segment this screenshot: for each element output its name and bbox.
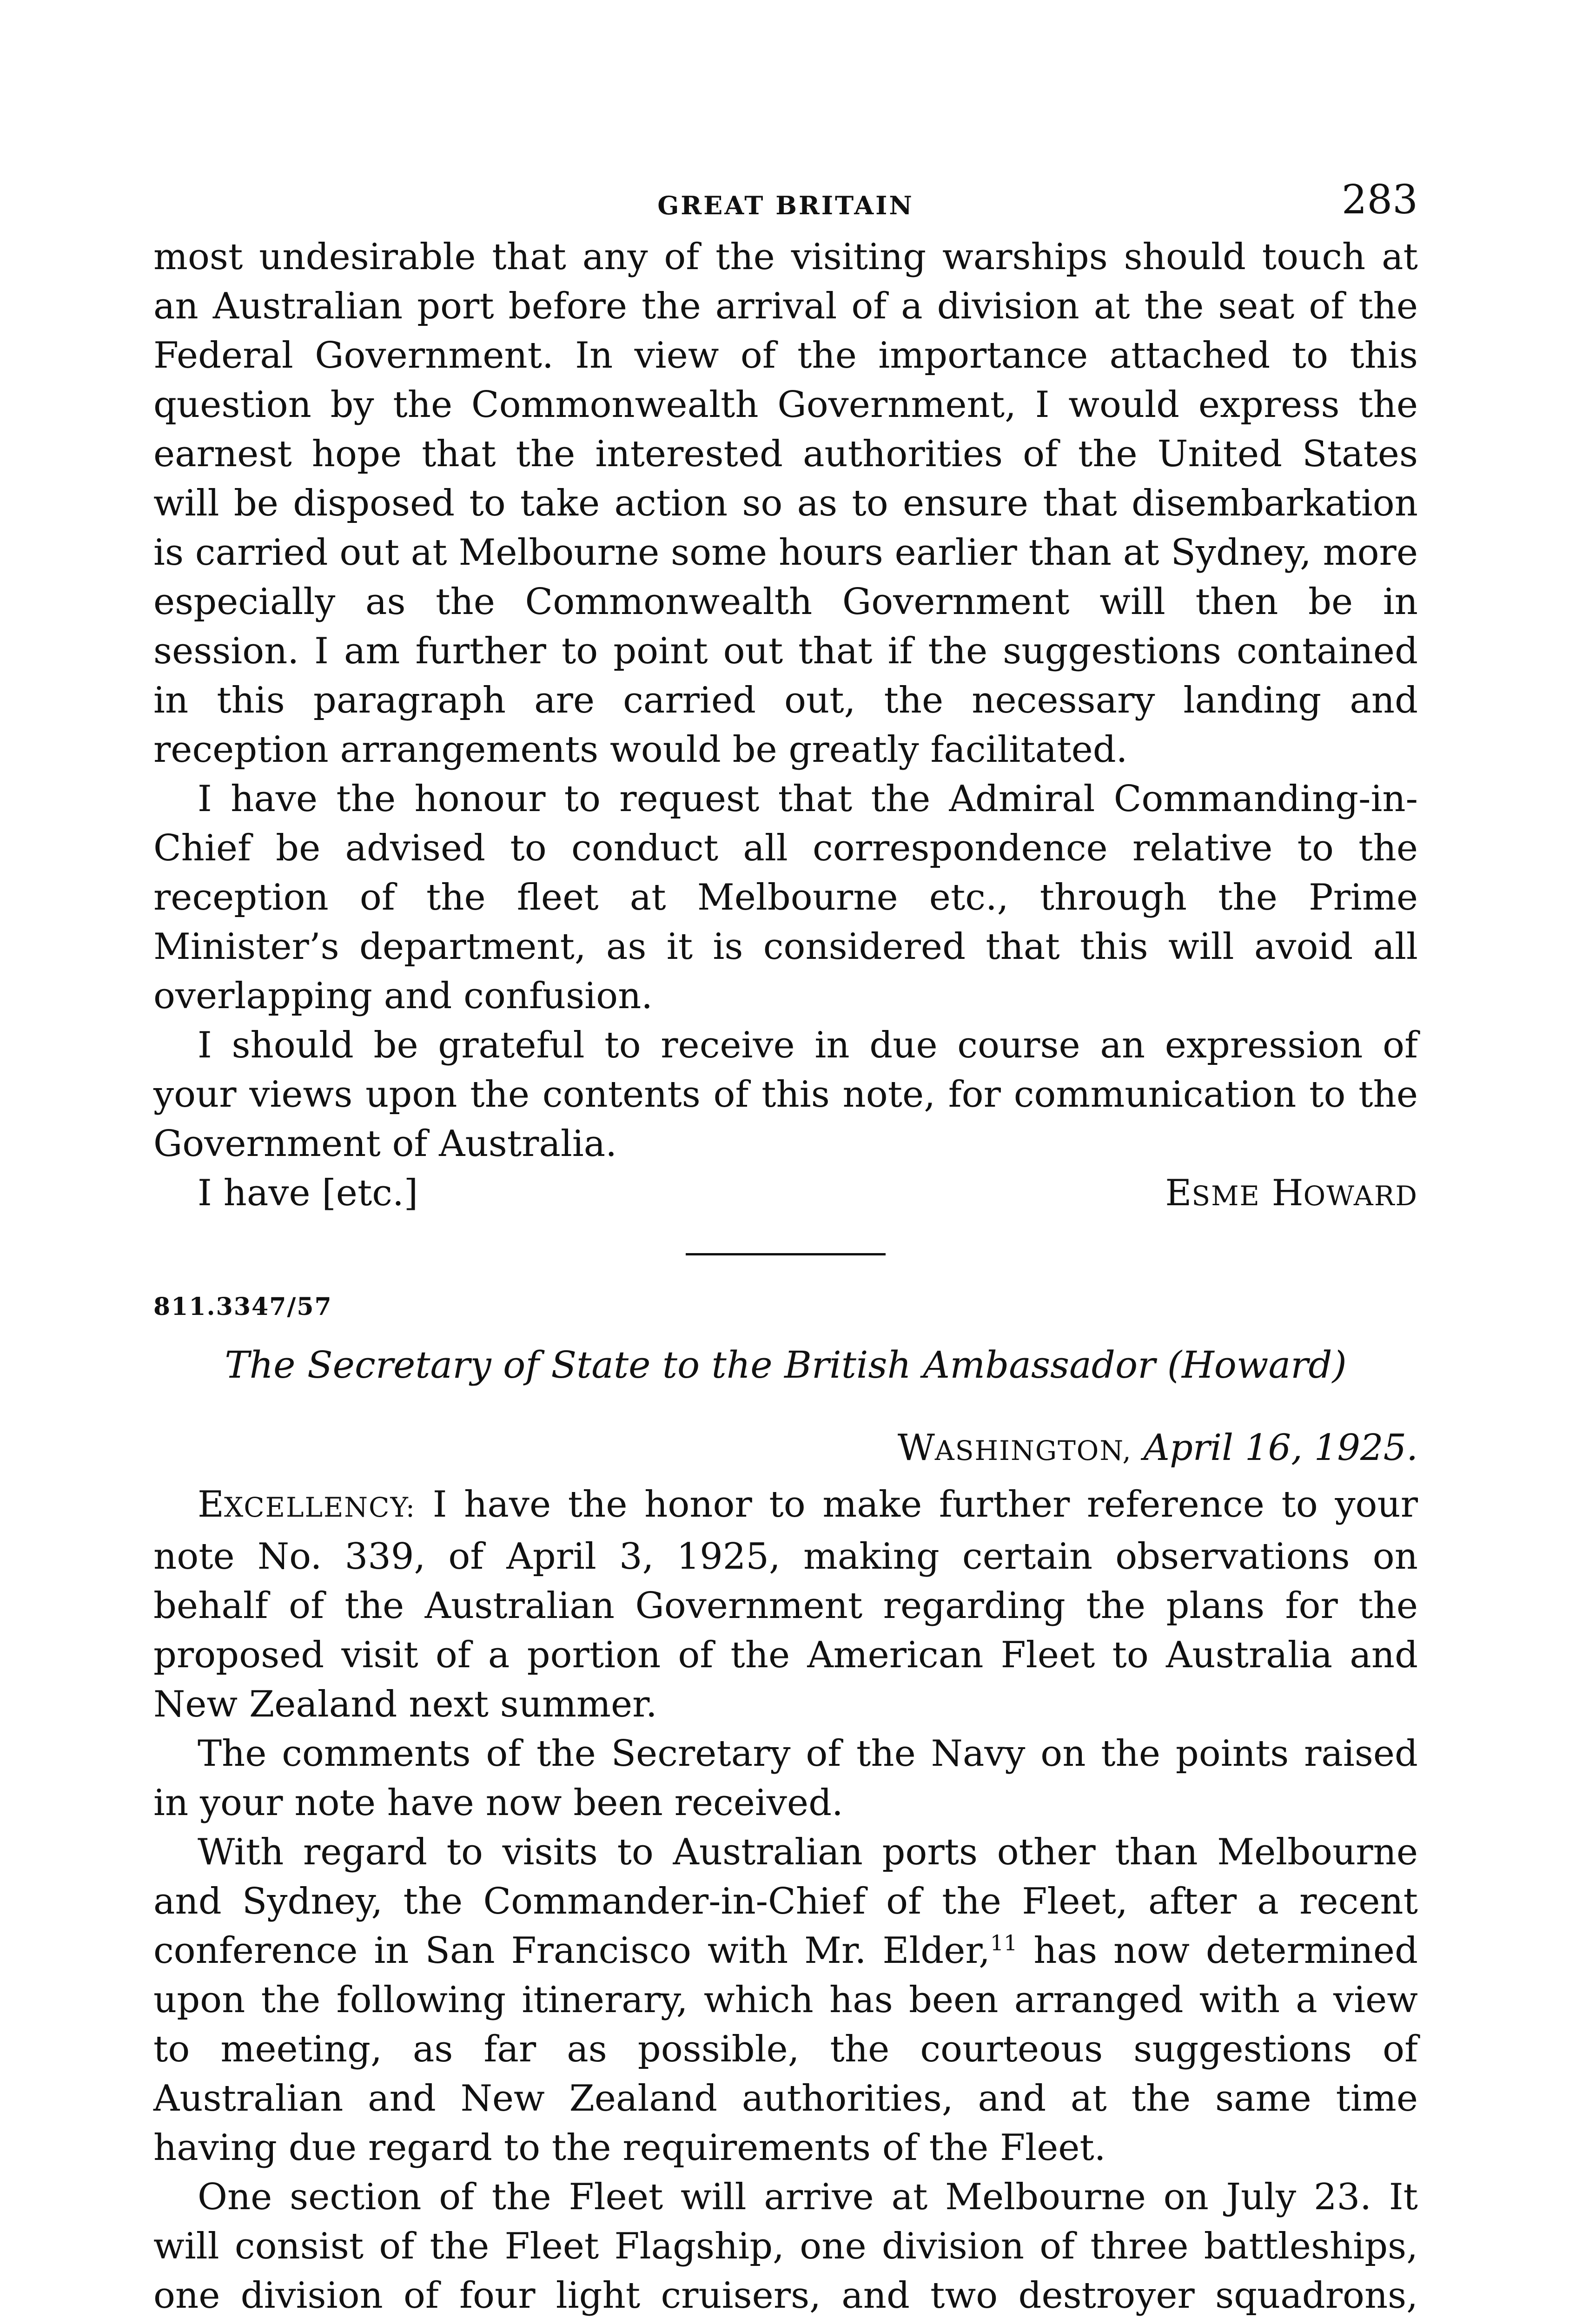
dateline-place: WASHINGTON, xyxy=(897,1427,1132,1469)
section-divider xyxy=(686,1253,886,1255)
document-heading: The Secretary of State to the British Ambassador (Howard) xyxy=(225,1343,1347,1386)
page xyxy=(153,177,1418,2324)
paragraph-comments-received: The comments of the Secretary of the Navy on the points raised in your note have now been received. xyxy=(153,1733,1418,1824)
file-reference: 811.3347/57 xyxy=(153,1293,332,1321)
closing-line xyxy=(153,1169,1418,1221)
paragraph-request-views: I should be grateful to receive in due course an expression of your views upon the contents of this note, for communication to the Government of Australia. xyxy=(153,1024,1418,1165)
dateline xyxy=(153,1423,1418,1475)
paragraph-salutation: EXCELLENCY: I have the honor to make further reference to your note No. 339, of April 3, 1925, making certain observations on behalf of the Australian Government regarding the plans for the proposed visit of a portion of the American Fleet to Australia and New Zealand next summer. xyxy=(153,1484,1418,1725)
paragraph-fleet-section: One section of the Fleet will arrive at Melbourne on July 23. It will consist of the Fleet Flagship, one division of three battleships, one division of four light cruisers, and two destroyer squadrons, xyxy=(153,2176,1418,2317)
paragraph-itinerary: With regard to visits to Australian ports other than Melbourne and Sydney, the Commander-in-Chief of the Fleet, after a recent conference in San Francisco with Mr. Elder,$^{11}$ has now determined upon the following itinerary, which has been arranged with a view to meeting, as far as possible, the courteous suggestions of Australian and New Zealand authorities, and at the same time having due regard to the requirements of the Fleet. xyxy=(153,1831,1418,2169)
paragraph-correspondence: I have the honour to request that the Admiral Commanding-in-Chief be advised to conduct all correspondence relative to the reception of the fleet at Melbourne etc., through the Prime Minister’s department, as it is considered that this will avoid all overlapping and confusion. xyxy=(153,778,1418,1017)
running-head xyxy=(153,177,1418,232)
continuation-text xyxy=(153,232,1418,1169)
paragraph-continued: most undesirable that any of the visiting warships should touch at an Australian port before the arrival of a division at the seat of the Federal Government. In view of the importance attached to this question by the Commonwealth Government, I would express the earnest hope that the interested authorities of the United States will be disposed to take action so as to ensure that disembarkation is carried out at Melbourne some hours earlier than at Sydney, more especially as the Commonwealth Government will then be in session. I am further to point out that if the suggestions contained in this paragraph are carried out, the necessary landing and reception arrangements would be greatly facilitated. xyxy=(153,236,1418,771)
dateline-date: April 16, 1925. xyxy=(1143,1427,1418,1469)
complimentary-close: I have [etc.] xyxy=(198,1172,418,1214)
footnote-reference: 11 xyxy=(990,1930,1018,1955)
page-number: 283 xyxy=(1341,177,1418,223)
running-title: GREAT BRITAIN xyxy=(657,191,914,220)
signature: ESME HOWARD xyxy=(1165,1172,1418,1214)
letter-body xyxy=(153,1480,1418,2324)
